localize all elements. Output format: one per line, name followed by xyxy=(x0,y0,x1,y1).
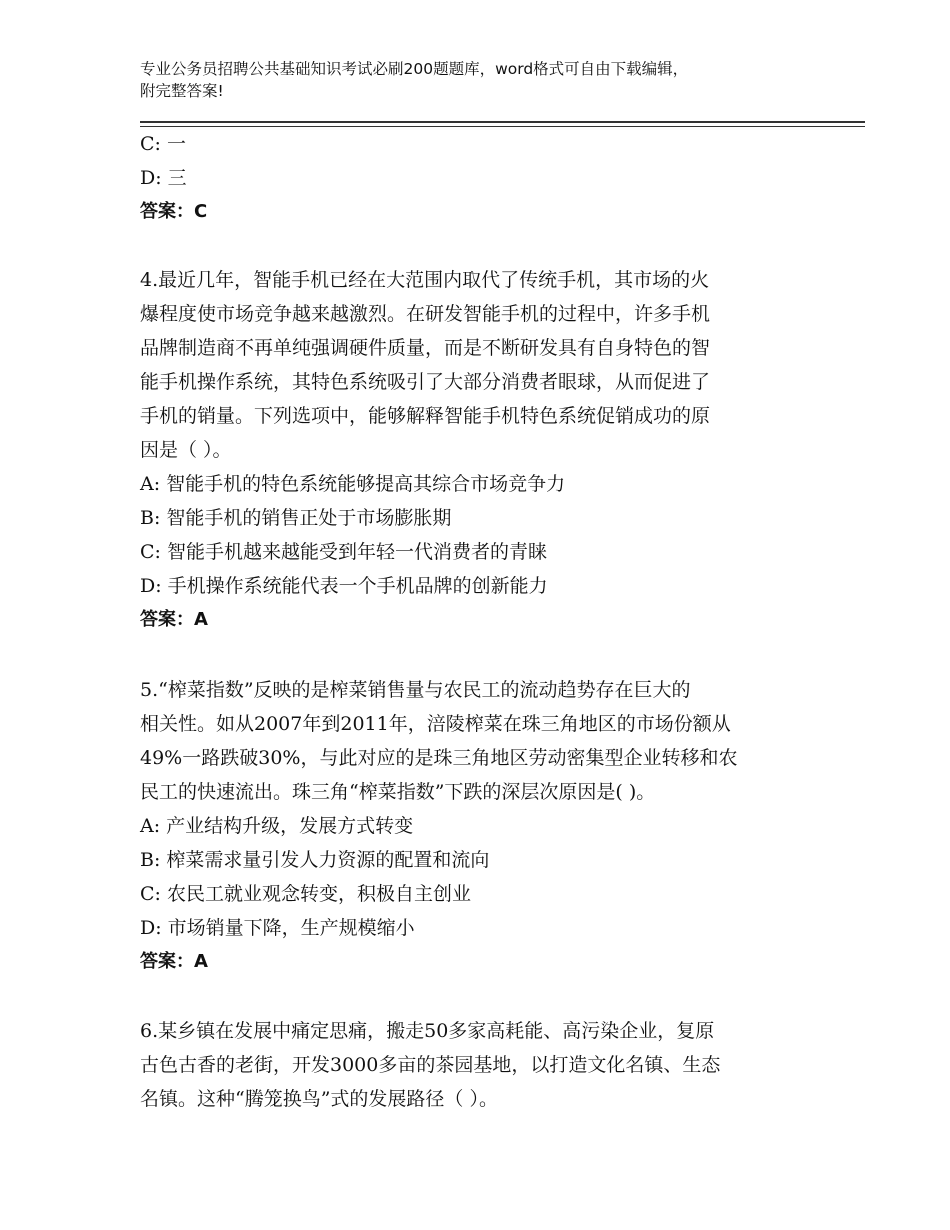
question-5 xyxy=(140,673,820,979)
question-text-line: 古色古香的老街，开发3000多亩的茶园基地，以打造文化名镇、生态 xyxy=(140,1054,721,1076)
question-4 xyxy=(140,263,820,637)
question-text-line: 能手机操作系统，其特色系统吸引了大部分消费者眼球，从而促进了 xyxy=(140,371,711,393)
option-c: C: 智能手机越来越能受到年轻一代消费者的青睐 xyxy=(140,541,547,563)
question-text-line: 4.最近几年，智能手机已经在大范围内取代了传统手机，其市场的火 xyxy=(140,269,710,291)
option-b: B: 智能手机的销售正处于市场膨胀期 xyxy=(140,507,452,529)
question-text-line: 49%一路跌破30%，与此对应的是珠三角地区劳动密集型企业转移和农 xyxy=(140,747,738,769)
question-text-line: 因是（ ）。 xyxy=(140,439,232,461)
option-d: D: 三 xyxy=(140,167,187,189)
option-d: D: 手机操作系统能代表一个手机品牌的创新能力 xyxy=(140,575,548,597)
option-a: A: 智能手机的特色系统能够提高其综合市场竞争力 xyxy=(140,473,566,495)
page-header xyxy=(140,58,840,102)
question-text-line: 爆程度使市场竞争越来越激烈。在研发智能手机的过程中，许多手机 xyxy=(140,303,711,325)
header-line-2: 附完整答案! xyxy=(140,82,224,100)
option-d: D: 市场销量下降，生产规模缩小 xyxy=(140,917,415,939)
option-c: C: 一 xyxy=(140,133,186,155)
question-text-line: 5.“榨菜指数”反映的是榨菜销售量与农民工的流动趋势存在巨大的 xyxy=(140,679,691,701)
header-line-1: 专业公务员招聘公共基础知识考试必刷200题题库，word格式可自由下载编辑， xyxy=(140,60,689,78)
question-3-tail xyxy=(140,127,820,229)
question-text-line: 手机的销量。下列选项中，能够解释智能手机特色系统促销成功的原 xyxy=(140,405,711,427)
question-text-line: 6.某乡镇在发展中痛定思痛，搬走50多家高耗能、高污染企业，复原 xyxy=(140,1020,715,1042)
header-divider-thick xyxy=(140,121,865,123)
question-6 xyxy=(140,1014,820,1116)
question-text-line: 相关性。如从2007年到2011年，涪陵榨菜在珠三角地区的市场份额从 xyxy=(140,713,731,735)
question-text-line: 品牌制造商不再单纯强调硬件质量，而是不断研发具有自身特色的智 xyxy=(140,337,711,359)
option-c: C: 农民工就业观念转变，积极自主创业 xyxy=(140,883,471,905)
option-a: A: 产业结构升级，发展方式转变 xyxy=(140,815,414,837)
question-text-line: 名镇。这种“腾笼换鸟”式的发展路径（ ）。 xyxy=(140,1088,498,1110)
answer-label: 答案：A xyxy=(140,609,208,630)
answer-label: 答案：C xyxy=(140,201,208,222)
option-b: B: 榨菜需求量引发人力资源的配置和流向 xyxy=(140,849,490,871)
answer-label: 答案：A xyxy=(140,951,208,972)
question-text-line: 民工的快速流出。珠三角“榨菜指数”下跌的深层次原因是( )。 xyxy=(140,781,656,803)
